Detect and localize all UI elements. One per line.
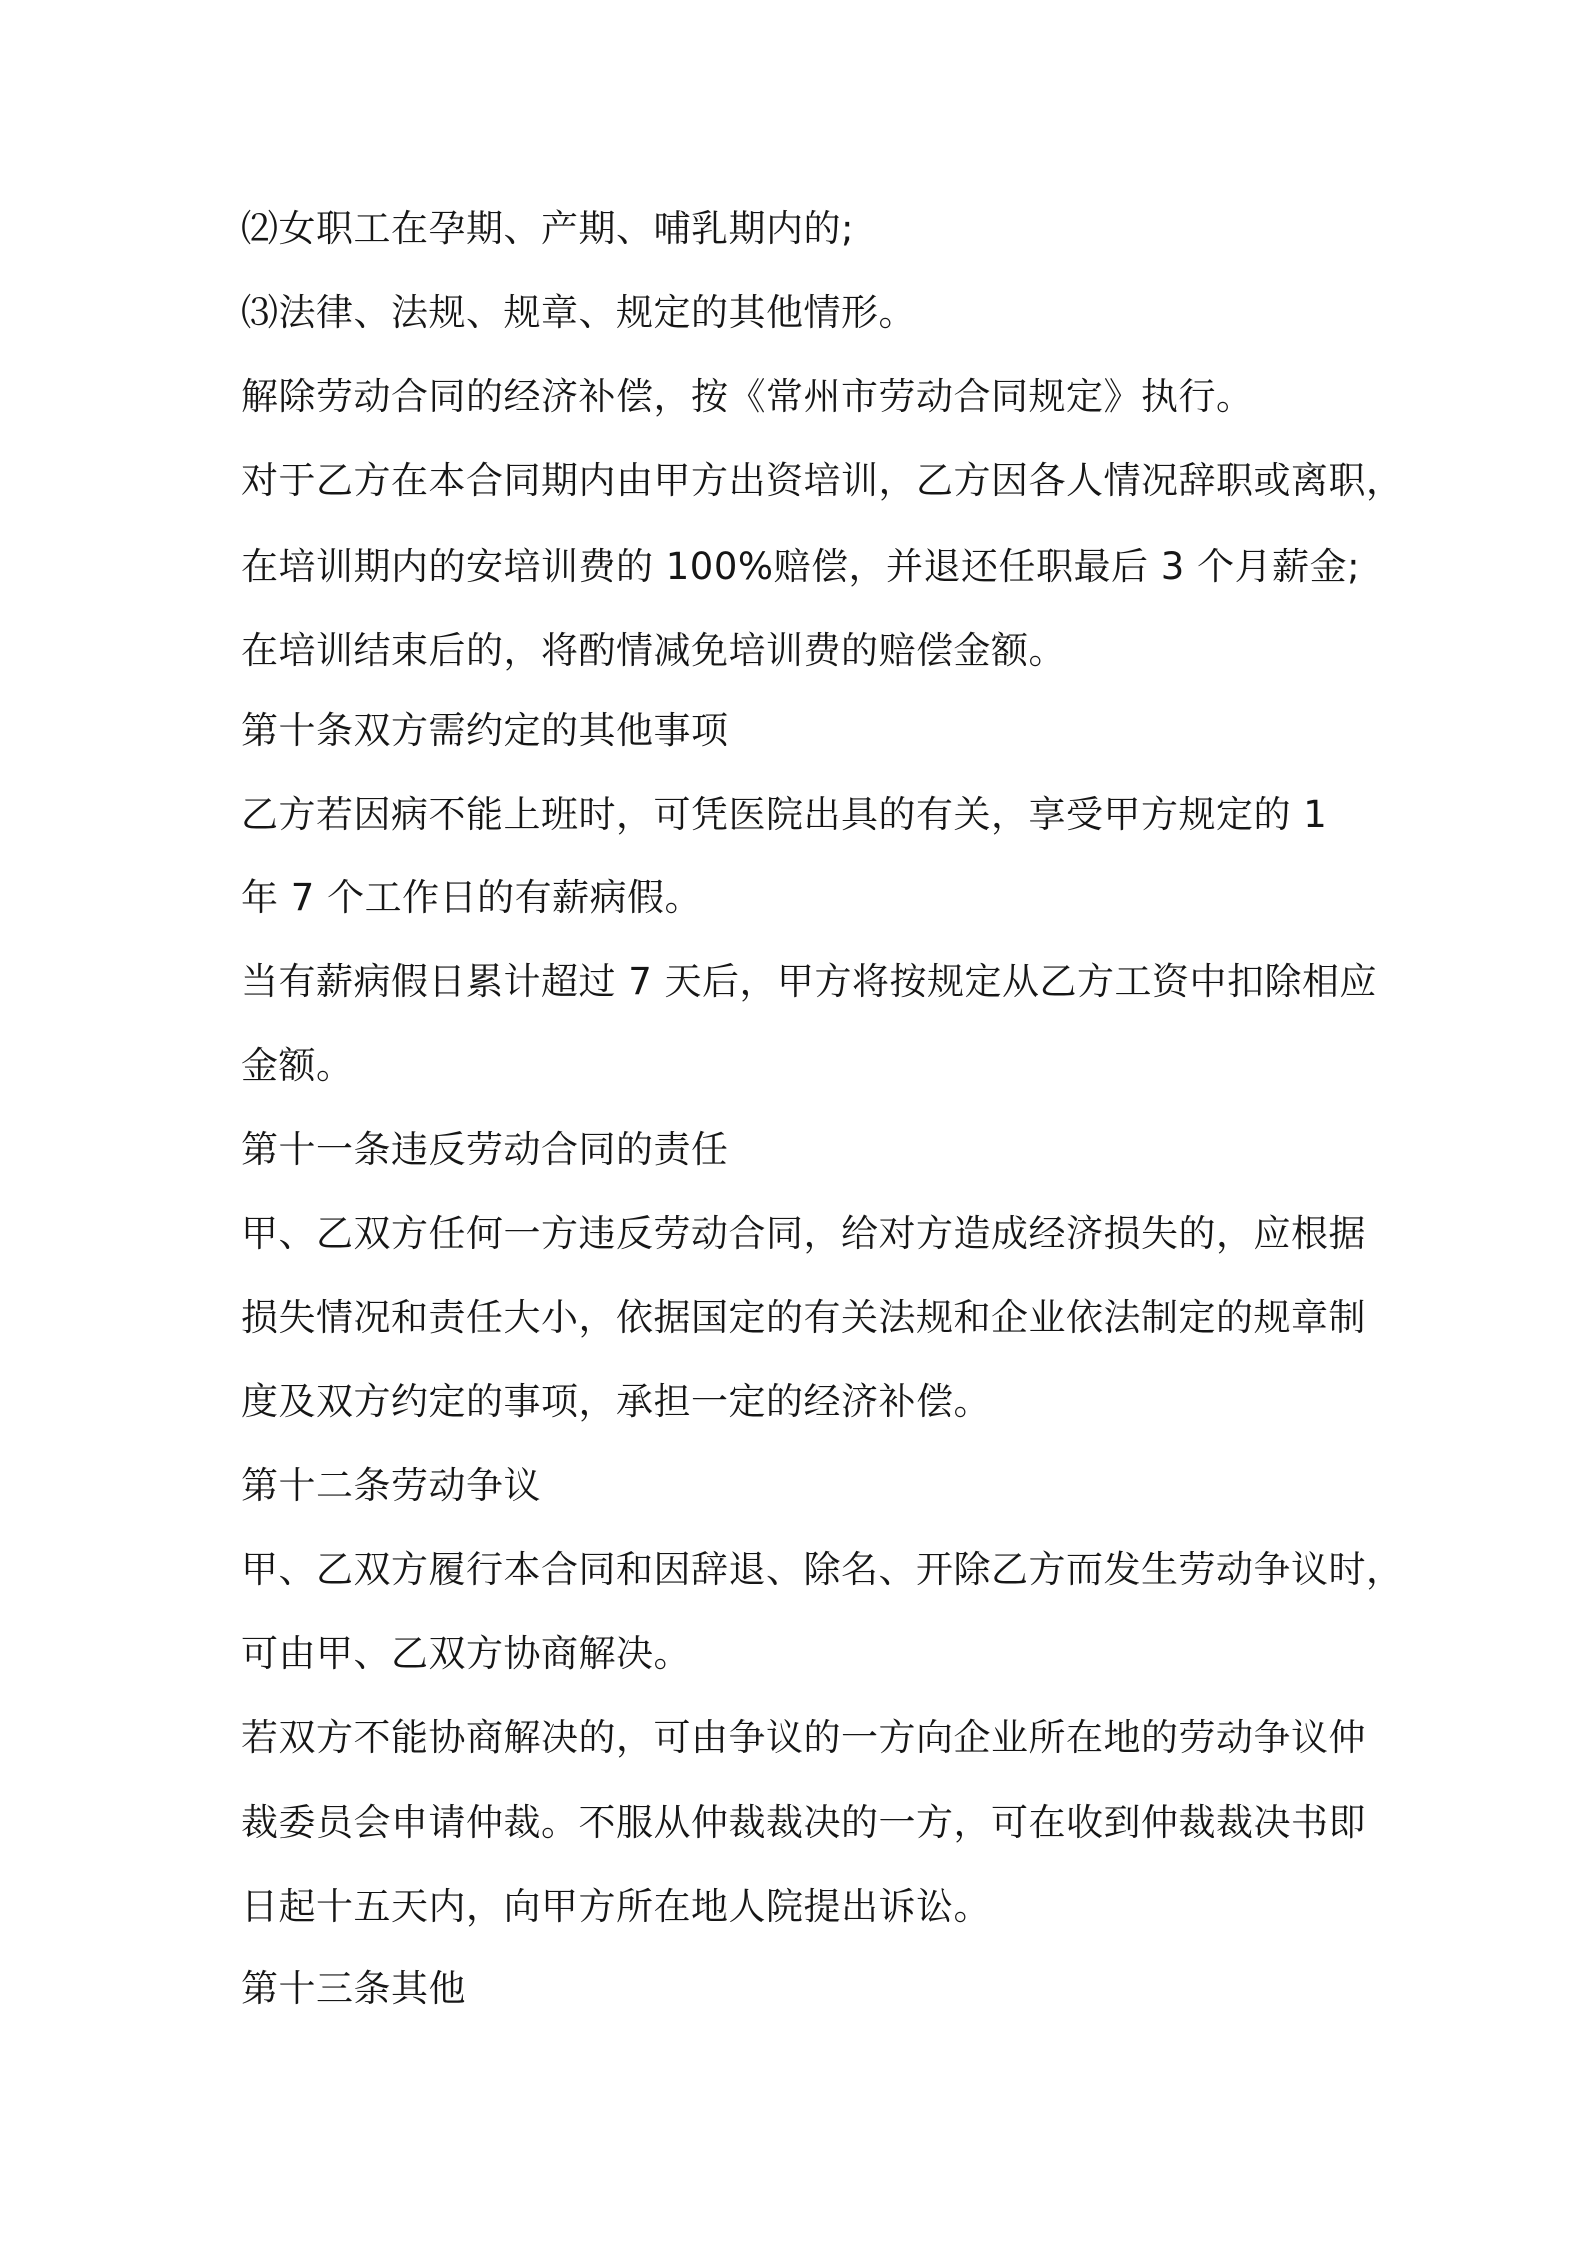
list-item-2: ⑵女职工在孕期、产期、哺乳期内的; <box>241 207 854 250</box>
section-heading: 第十二条劳动争议 <box>241 1464 541 1507</box>
paragraph-line: 若双方不能协商解决的，可由争议的一方向企业所在地的劳动争议仲 <box>241 1716 1366 1759</box>
paragraph-line: 乙方若因病不能上班时，可凭医院出具的有关，享受甲方规定的 1 <box>241 793 1328 836</box>
paragraph-line: 当有薪病假日累计超过 7 天后，甲方将按规定从乙方工资中扣除相应 <box>241 960 1378 1003</box>
paragraph-line: 度及双方约定的事项，承担一定的经济补偿。 <box>241 1380 991 1423</box>
paragraph-line: 裁委员会申请仲裁。不服从仲裁裁决的一方，可在收到仲裁裁决书即 <box>241 1801 1366 1844</box>
section-heading: 第十三条其他 <box>241 1967 466 2010</box>
paragraph-line: 日起十五天内，向甲方所在地人院提出诉讼。 <box>241 1885 991 1928</box>
paragraph-line: 对于乙方在本合同期内由甲方出资培训，乙方因各人情况辞职或离职， <box>241 459 1404 502</box>
section-heading: 第十条双方需约定的其他事项 <box>241 709 729 752</box>
paragraph-line: 甲、乙双方任何一方违反劳动合同，给对方造成经济损失的，应根据 <box>241 1212 1366 1255</box>
paragraph-line: 损失情况和责任大小，依据国定的有关法规和企业依法制定的规章制 <box>241 1296 1366 1339</box>
paragraph-line: 甲、乙双方履行本合同和因辞退、除名、开除乙方而发生劳动争议时， <box>241 1548 1404 1591</box>
paragraph-line: 可由甲、乙双方协商解决。 <box>241 1632 691 1675</box>
section-heading: 第十一条违反劳动合同的责任 <box>241 1128 729 1171</box>
list-item-3: ⑶法律、法规、规章、规定的其他情形。 <box>241 291 916 334</box>
paragraph-line: 解除劳动合同的经济补偿，按《常州市劳动合同规定》执行。 <box>241 375 1254 418</box>
paragraph-line: 金额。 <box>241 1044 354 1087</box>
paragraph-line: 年 7 个工作日的有薪病假。 <box>241 876 703 919</box>
paragraph-line: 在培训结束后的，将酌情减免培训费的赔偿金额。 <box>241 629 1066 672</box>
paragraph-line: 在培训期内的安培训费的 100%赔偿，并退还任职最后 3 个月薪金; <box>241 545 1361 588</box>
